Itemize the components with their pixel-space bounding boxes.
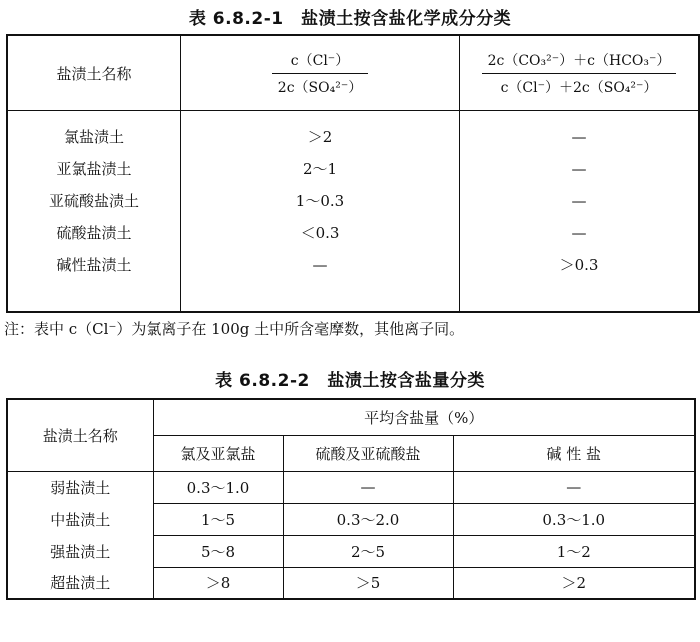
sulfate-value: — [283,471,453,503]
alkaline-value: — [453,471,695,503]
row-name: 碱性盐渍土 [56,256,132,274]
table-row [7,535,695,567]
header-ratio2 [460,35,700,111]
chloride-value: 5～8 [153,535,283,567]
alkaline-value: 1～2 [453,535,695,567]
row-name: 亚硫酸盐渍土 [48,192,139,210]
name-column [7,111,181,313]
row-name: 中盐渍土 [7,503,153,535]
ratio1-value: ＞2 [307,128,333,146]
sulfate-value: ＞5 [283,567,453,599]
table-salt-content-classification [6,398,696,600]
row-name: 超盐渍土 [7,567,153,599]
sulfate-value: 2～5 [283,535,453,567]
header-name: 盐渍土名称 [7,399,153,471]
chloride-value: 0.3～1.0 [153,471,283,503]
ratio1-value: ＜0.3 [300,224,340,242]
alkaline-value: 0.3～1.0 [453,503,695,535]
ratio2-value: — [571,224,587,242]
header-sulfate: 硫酸及亚硫酸盐 [283,435,453,471]
sulfate-value: 0.3～2.0 [283,503,453,535]
row-name: 硫酸盐渍土 [56,224,132,242]
row-name: 弱盐渍土 [7,471,153,503]
table-row [7,471,695,503]
row-name: 亚氯盐渍土 [56,160,132,178]
ratio1-denominator: 2c（SO₄²⁻） [277,79,363,96]
ratio2-value: ＞0.3 [559,256,599,274]
alkaline-value: ＞2 [453,567,695,599]
ratio2-numerator: 2c（CO₃²⁻）＋c（HCO₃⁻） [482,50,677,74]
row-name: 强盐渍土 [7,535,153,567]
ratio2-value: — [571,160,587,178]
header-average-salt-content: 平均含盐量（%） [153,399,695,435]
ratio1-numerator: c（Cl⁻） [272,50,368,74]
table-row [7,567,695,599]
ratio2-denominator: c（Cl⁻）＋2c（SO₄²⁻） [500,79,658,96]
ratio2-column [460,111,700,313]
table1-title: 表 6.8.2-1 盐渍土按含盐化学成分分类 [188,9,512,29]
table-row [7,503,695,535]
chloride-value: 1～5 [153,503,283,535]
header-alkaline: 碱 性 盐 [453,435,695,471]
header-chloride: 氯及亚氯盐 [153,435,283,471]
ratio1-column [181,111,460,313]
table1-note: 注：表中 c（Cl⁻）为氯离子在 100g 土中所含毫摩数，其他离子同。 [4,320,465,338]
chloride-value: ＞8 [153,567,283,599]
ratio1-value: — [312,256,328,274]
header-ratio1 [181,35,460,111]
header-name: 盐渍土名称 [7,35,181,111]
ratio2-value: — [571,128,587,146]
table-salt-chemical-classification [6,34,700,313]
ratio1-value: 2～1 [302,160,338,178]
row-name: 氯盐渍土 [63,128,124,146]
ratio2-value: — [571,192,587,210]
ratio1-value: 1～0.3 [295,192,345,210]
table2-title: 表 6.8.2-2 盐渍土按含盐量分类 [215,371,485,391]
